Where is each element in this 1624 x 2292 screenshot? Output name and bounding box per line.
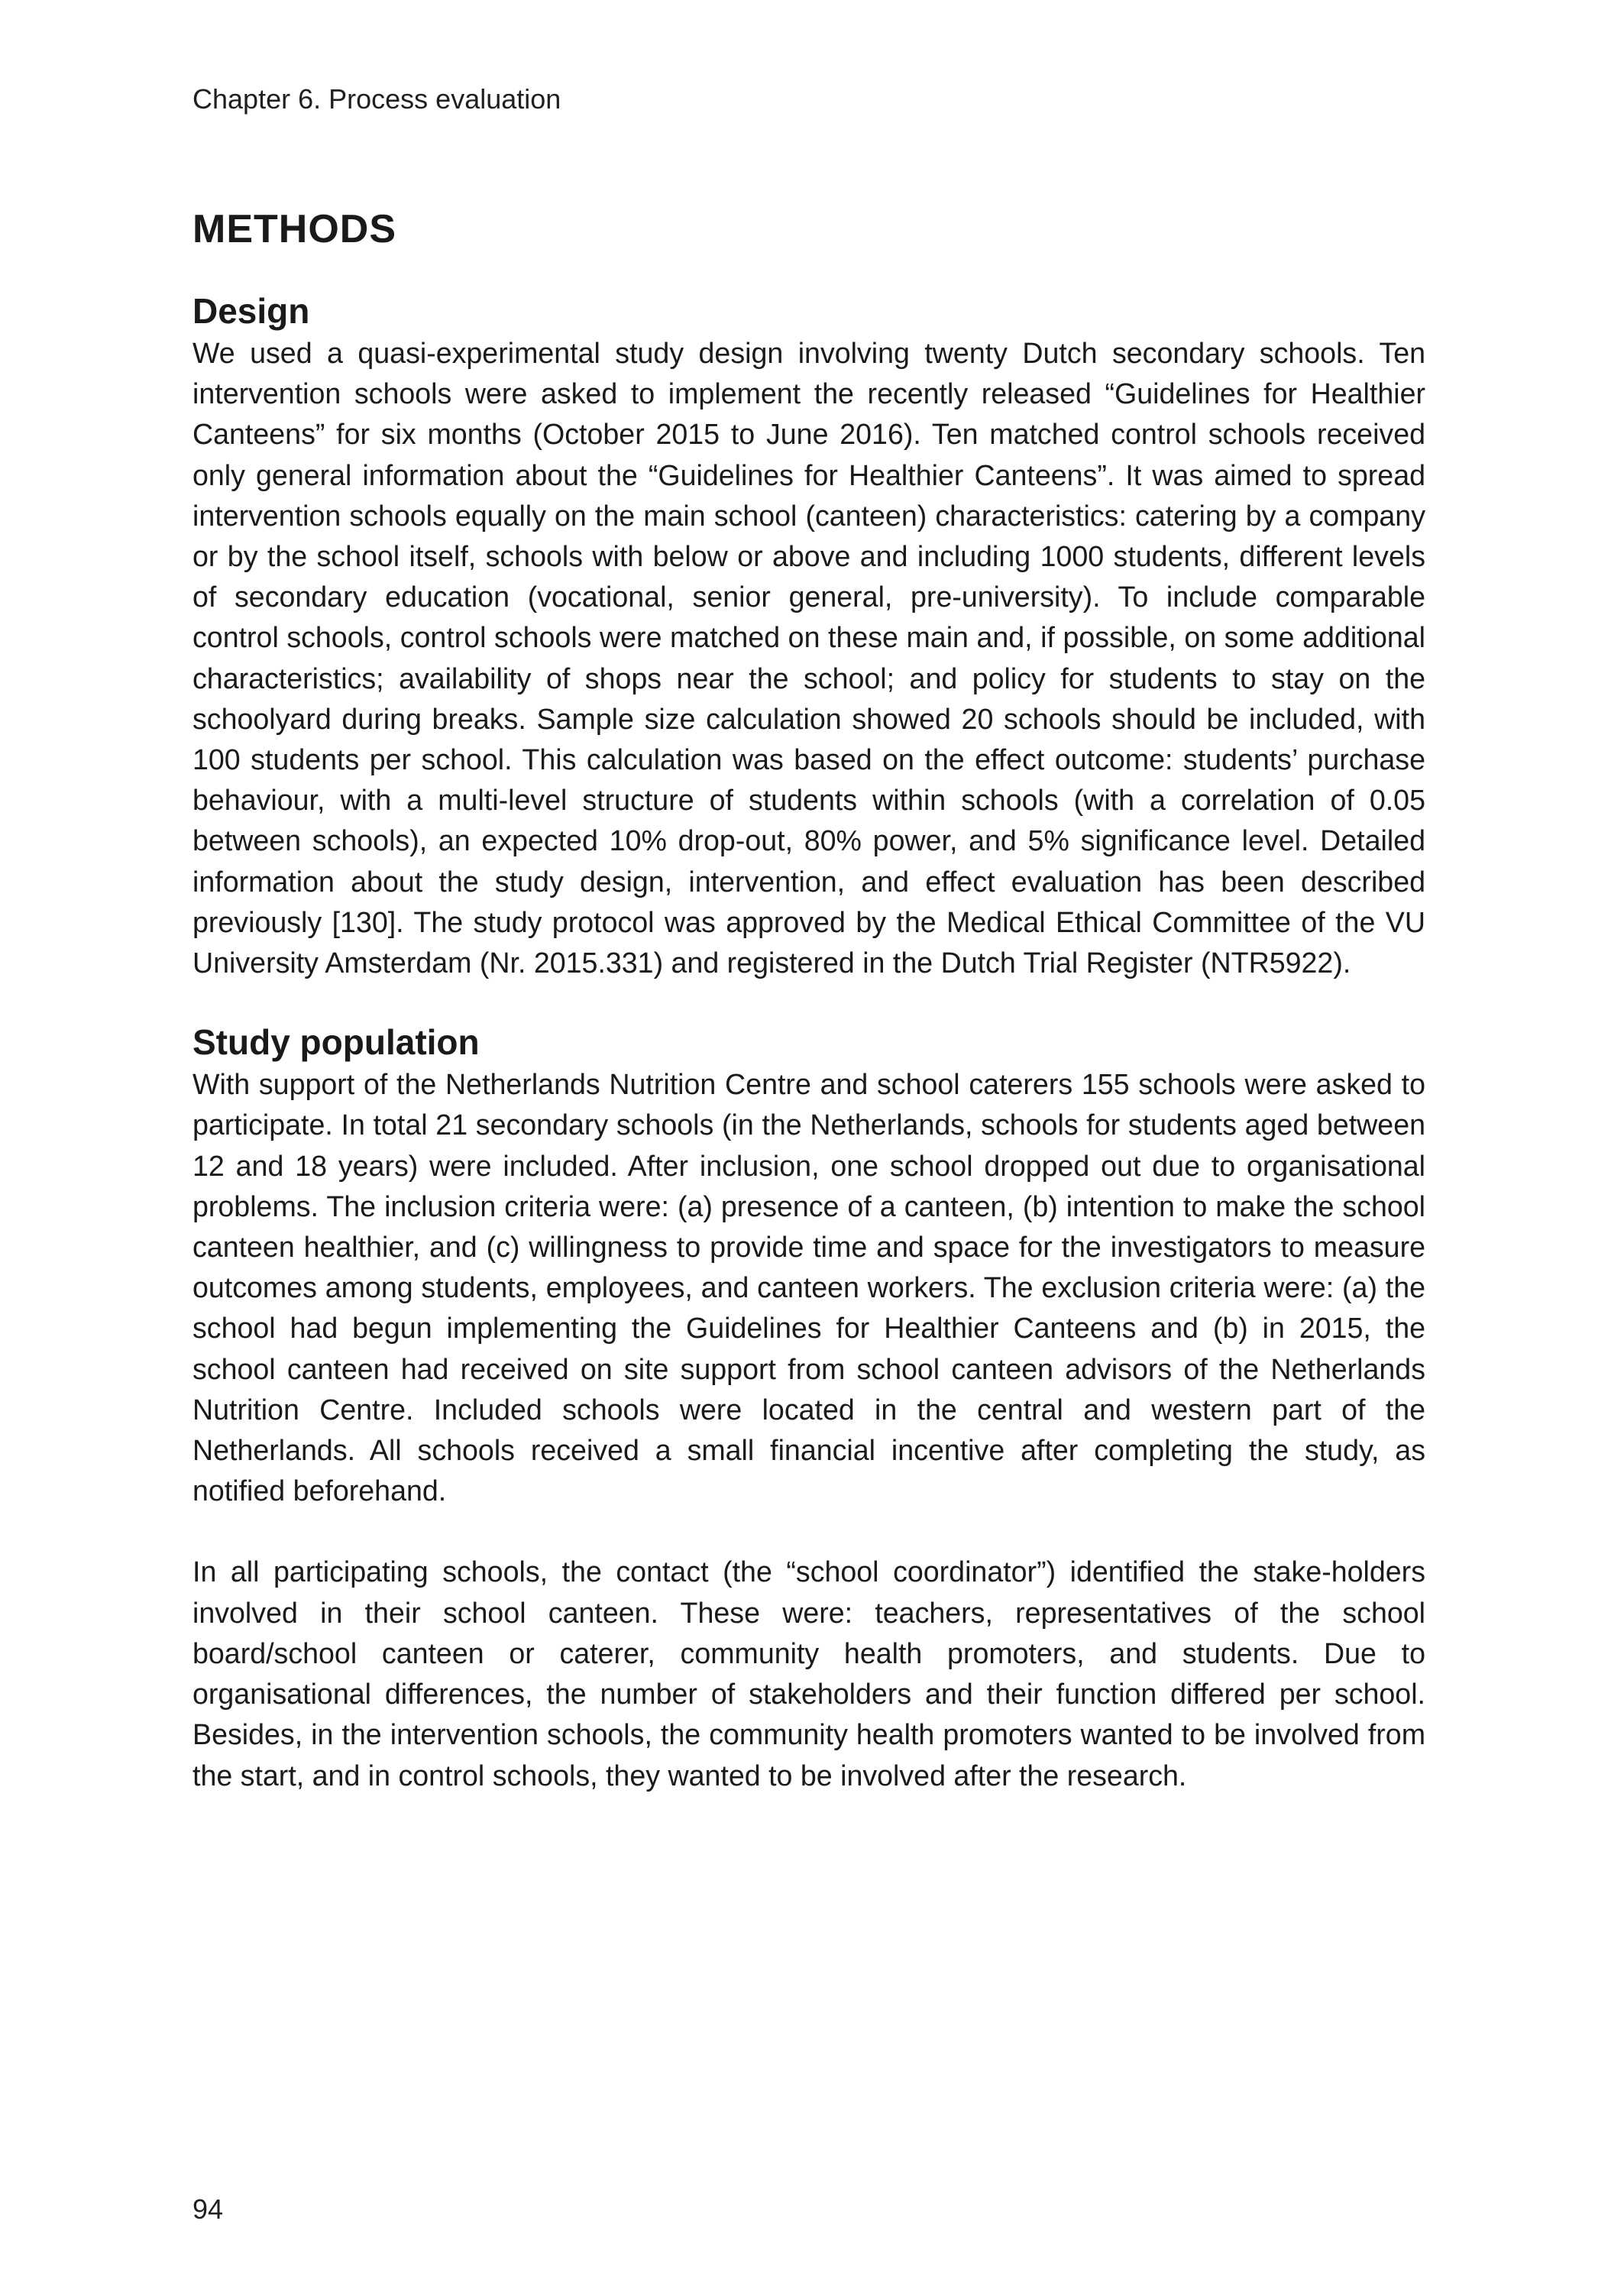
page-number: 94 (192, 2193, 224, 2225)
design-paragraph: We used a quasi-experimental study design involving twenty Dutch secondary schools. Ten intervention schools were asked to implement the recently released “Guidelines for Healthier Canteens” for six months (October 2015 to June 2016). Ten matched control schools received only general information about the “Guidelines for Healthier Canteens”. It was aimed to spread intervention schools equally on the main school (canteen) characteristics: catering by a company or by the school itself, schools with below or above and including 1000 students, different levels of secondary education (vocational, senior general, pre-university). To include comparable control schools, control schools were matched on these main and, if possible, on some additional characteristics; availability of shops near the school; and policy for students to stay on the schoolyard during breaks. Sample size calculation showed 20 schools should be included, with 100 students per school. This calculation was based on the effect outcome: students’ purchase behaviour, with a multi-level structure of students within schools (with a correlation of 0.05 between schools), an expected 10% drop-out, 80% power, and 5% significance level. Detailed information about the study design, intervention, and effect evaluation has been described previously [130]. The study protocol was approved by the Medical Ethical Committee of the VU University Amsterdam (Nr. 2015.331) and registered in the Dutch Trial Register (NTR5922). (192, 337, 1425, 979)
main-content (192, 289, 1425, 1796)
running-header (192, 83, 561, 116)
section-title: METHODS (192, 207, 396, 251)
chapter-title: Process evaluation (328, 83, 561, 115)
design-heading: Design (192, 291, 310, 331)
study-population-heading: Study population (192, 1022, 480, 1063)
study-population-paragraph-1: With support of the Netherlands Nutrition Centre and school caterers 155 schools were asked to participate. In total 21 secondary schools (in the Netherlands, schools for students aged between 12 and 18 years) were included. After inclusion, one school dropped out due to organisational problems. The inclusion criteria were: (a) presence of a canteen, (b) intention to make the school canteen healthier, and (c) willingness to provide time and space for the investigators to measure outcomes among students, employees, and canteen workers. The exclusion criteria were: (a) the school had begun implementing the Guidelines for Healthier Canteens and (b) in 2015, the school canteen had received on site support from school canteen advisors of the Netherlands Nutrition Centre. Included schools were located in the central and western part of the Netherlands. All schools received a small financial incentive after completing the study, as notified beforehand. (192, 1068, 1425, 1507)
section-spacer (192, 983, 1425, 1020)
chapter-label: Chapter 6. (192, 83, 322, 115)
study-population-paragraph-2: In all participating schools, the contact (the “school coordinator”) identified the stake-holders involved in their school canteen. These were: teachers, representatives of the school board/school canteen or caterer, community health promoters, and students. Due to organisational differences, the number of stakeholders and their function differed per school. Besides, in the intervention schools, the community health promoters wanted to be involved from the start, and in control schools, they wanted to be involved after the research. (192, 1556, 1425, 1792)
paragraph-spacer (192, 1511, 1425, 1552)
